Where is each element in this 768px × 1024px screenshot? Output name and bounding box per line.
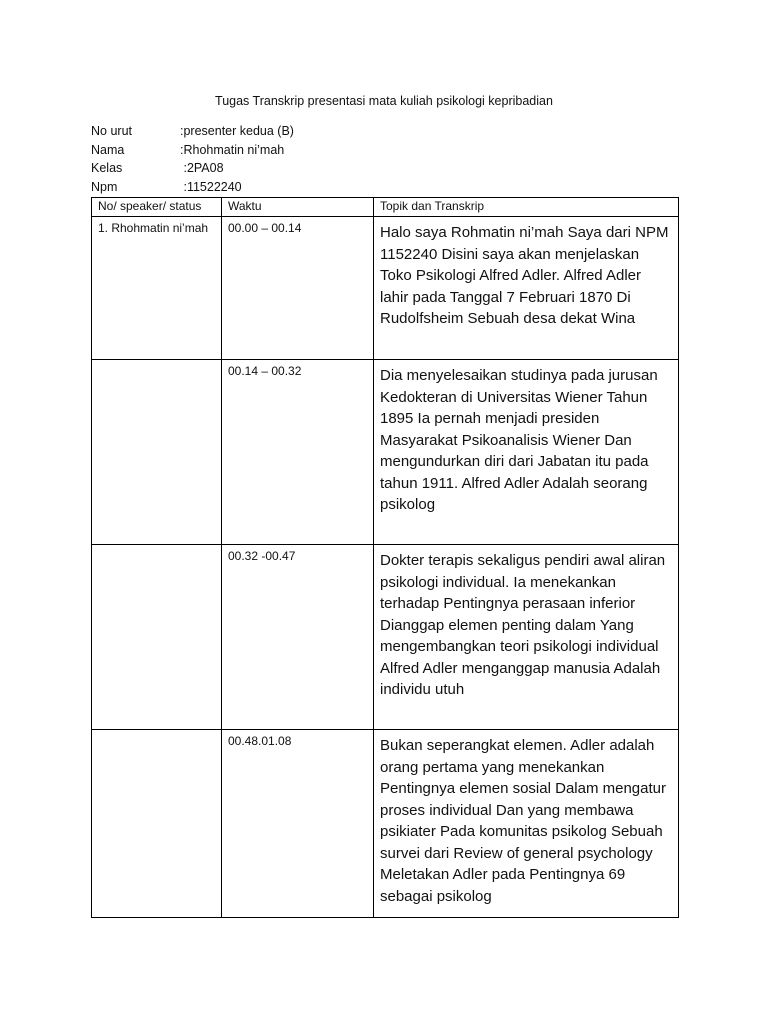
table-row [92, 217, 679, 360]
time-cell: 00.32 -00.47 [222, 545, 374, 730]
transcript-cell: Dia menyelesaikan studinya pada jurusan Kedokteran di Universitas Wiener Tahun 1895 Ia pernah menjadi presiden Masyarakat Psikoanalisis Wiener Dan mengundurkan diri dari Jabatan itu pada tahun 1911. Alfred Adler Adalah seorang psikolog [374, 360, 679, 545]
transcript-cell: Halo saya Rohmatin ni’mah Saya dari NPM 1152240 Disini saya akan menjelaskan Toko Psikologi Alfred Adler. Alfred Adler lahir pada Tanggal 7 Februari 1870 Di Rudolfsheim Sebuah desa dekat Wina [374, 217, 679, 360]
info-label: Nama [91, 142, 125, 157]
time-cell: 00.48.01.08 [222, 730, 374, 918]
speaker-cell [92, 730, 222, 918]
table-row [92, 545, 679, 730]
info-row-nama [91, 141, 294, 160]
info-label: No urut [91, 124, 132, 138]
page-title: Tugas Transkrip presentasi mata kuliah psikologi kepribadian [215, 94, 553, 108]
time-cell: 00.14 – 00.32 [222, 360, 374, 545]
speaker-cell: 1. Rhohmatin ni’mah [92, 217, 222, 360]
table-row [92, 730, 679, 918]
info-row-kelas [91, 159, 294, 178]
transcript-table [91, 197, 679, 918]
time-cell: 00.00 – 00.14 [222, 217, 374, 360]
header-speaker: No/ speaker/ status [92, 198, 222, 217]
info-value: :2PA08 [180, 161, 224, 175]
info-value: :11522240 [180, 179, 242, 194]
info-row-npm [91, 178, 294, 197]
header-transcript: Topik dan Transkrip [374, 198, 679, 217]
info-label: Npm [91, 179, 118, 194]
speaker-cell [92, 360, 222, 545]
info-block [91, 122, 294, 196]
header-time: Waktu [222, 198, 374, 217]
table-header-row [92, 198, 679, 217]
info-row-no-urut [91, 122, 294, 141]
info-label: Kelas [91, 161, 123, 175]
speaker-cell [92, 545, 222, 730]
table-row [92, 360, 679, 545]
info-value: :Rhohmatin ni’mah [180, 142, 285, 157]
transcript-cell: Dokter terapis sekaligus pendiri awal aliran psikologi individual. Ia menekankan terhadap Pentingnya perasaan inferior Dianggap elemen penting dalam Yang mengembangkan teori psikologi individual Alfred Adler menganggap manusia Adalah individu utuh [374, 545, 679, 730]
info-value: :presenter kedua (B) [180, 124, 294, 138]
transcript-cell: Bukan seperangkat elemen. Adler adalah orang pertama yang menekankan Pentingnya elemen sosial Dalam mengatur proses individual Dan yang membawa psikiater Pada komunitas psikolog Sebuah survei dari Review of general psychology Meletakan Adler pada Pentingnya 69 sebagai psikolog [374, 730, 679, 918]
